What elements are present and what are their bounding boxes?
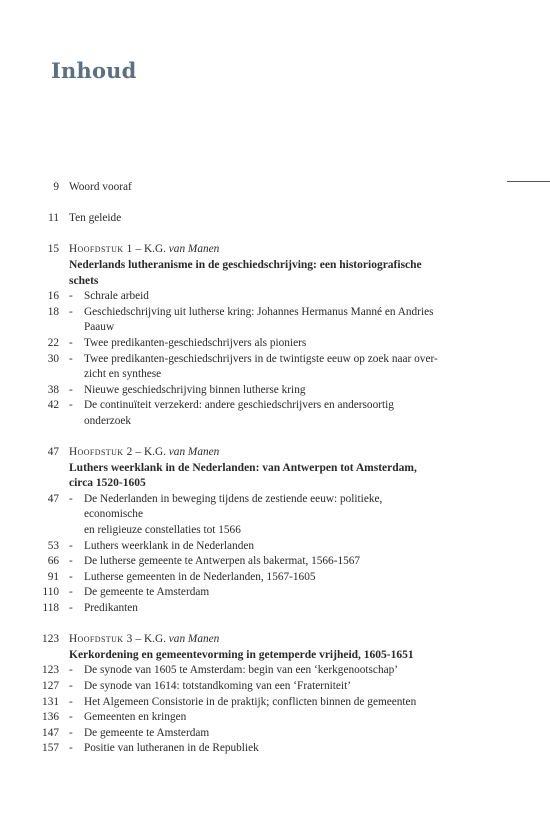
entry-title: Woord vooraf [69, 181, 132, 193]
toc-section[interactable] [0, 601, 550, 617]
chapter-3-title[interactable] [0, 648, 550, 664]
page-number: 18 [47, 305, 59, 318]
page-number: 16 [47, 290, 59, 303]
page-number: 147 [42, 726, 59, 739]
toc-section[interactable] [0, 663, 550, 679]
dash: - [69, 570, 73, 583]
toc-section[interactable] [0, 710, 550, 726]
page-number: 38 [47, 383, 59, 396]
section-title: Gemeenten en kringen [84, 711, 187, 724]
dash: - [69, 602, 73, 615]
page-number: 11 [48, 212, 59, 225]
author-initials: K.G. [144, 633, 169, 646]
page-number: 15 [47, 243, 59, 256]
toc-section[interactable] [0, 492, 550, 539]
chapter-1-title[interactable] [0, 258, 550, 289]
chapter-title-line: Nederlands lutheranisme in de geschiedschrijving: een historiografische [69, 258, 422, 271]
author-initials: K.G. [144, 243, 169, 256]
section-title: Schrale arbeid [84, 290, 149, 303]
chapter-1-heading[interactable] [0, 242, 550, 258]
toc-section[interactable] [0, 383, 550, 399]
author-name: van Manen [168, 633, 220, 646]
section-title: Twee predikanten-geschiedschrijvers als pioniers [84, 336, 307, 349]
toc-section[interactable] [0, 289, 550, 305]
section-title: Positie van lutheranen in de Republiek [84, 742, 259, 755]
dash: - [69, 399, 73, 412]
separator: – [132, 243, 144, 256]
page-number: 53 [47, 539, 59, 552]
toc-section[interactable] [0, 570, 550, 586]
dash: - [69, 290, 73, 303]
dash: - [69, 555, 73, 568]
separator: – [132, 633, 144, 646]
section-title-cont: Paauw [84, 321, 115, 334]
page-number: 127 [42, 680, 59, 692]
dash: - [69, 352, 73, 365]
chapter-title-line: schets [69, 274, 99, 287]
section-title: De synode van 1605 te Amsterdam: begin van een ‘kerkgenootschap’ [84, 664, 399, 677]
section-title: Lutherse gemeenten in de Nederlanden, 1567-1605 [84, 570, 316, 583]
chapter-label: Hoofdstuk 1 [69, 243, 133, 256]
section-title: Nieuwe geschiedschrijving binnen lutherse kring [84, 383, 306, 396]
dash: - [69, 305, 73, 318]
dash: - [69, 383, 73, 396]
toc-entry-front[interactable] [0, 211, 550, 227]
chapter-2-heading[interactable] [0, 445, 550, 461]
page-number: 42 [47, 399, 59, 412]
dash: - [69, 664, 73, 677]
section-title-cont: en religieuze constellaties tot 1566 [84, 524, 241, 537]
section-title: Geschiedschrijving uit lutherse kring: Johannes Hermanus Manné en Andries [84, 305, 434, 318]
dash: - [69, 695, 73, 708]
section-title: De Nederlanden in beweging tijdens de zestiende eeuw: politieke, economische [84, 492, 383, 521]
page-number: 30 [47, 352, 59, 365]
author-name: van Manen [168, 446, 220, 459]
toc-section[interactable] [0, 741, 550, 757]
toc-section[interactable] [0, 352, 550, 383]
page-number: 47 [47, 492, 59, 505]
section-title: Het Algemeen Consistorie in de praktijk; conflicten binnen de gemeenten [84, 695, 417, 708]
page-number: 131 [42, 695, 59, 708]
toc-section[interactable] [0, 726, 550, 742]
section-title: De synode van 1614: totstandkoming van een ‘Fraterniteit’ [84, 680, 351, 692]
author-name: van Manen [168, 243, 220, 256]
toc-section[interactable] [0, 336, 550, 352]
dash: - [69, 336, 73, 349]
section-title: Luthers weerklank in de Nederlanden [84, 539, 255, 552]
dash: - [69, 742, 73, 755]
page-number: 47 [47, 446, 59, 459]
chapter-label: Hoofdstuk 3 [69, 633, 133, 646]
toc-entry-front[interactable] [0, 180, 550, 196]
toc-section[interactable] [0, 305, 550, 336]
page-number: 157 [42, 742, 59, 755]
dash: - [69, 492, 73, 505]
section-title: Twee predikanten-geschiedschrijvers in de twintigste eeuw op zoek naar over- [84, 352, 438, 365]
chapter-3-heading[interactable] [0, 632, 550, 648]
dash: - [69, 539, 73, 552]
section-title: De gemeente te Amsterdam [84, 726, 210, 739]
page-number: 9 [53, 181, 59, 193]
toc-section[interactable] [0, 554, 550, 570]
section-title-cont: zicht en synthese [84, 368, 162, 381]
dash: - [69, 711, 73, 724]
section-title: De gemeente te Amsterdam [84, 586, 210, 599]
page-number: 123 [42, 633, 59, 646]
section-title: De lutherse gemeente te Antwerpen als bakermat, 1566-1567 [84, 555, 361, 568]
dash: - [69, 726, 73, 739]
chapter-2-title[interactable] [0, 461, 550, 492]
page-number: 91 [47, 570, 59, 583]
page-number: 118 [42, 602, 59, 615]
chapter-title-line: Luthers weerklank in de Nederlanden: van Antwerpen tot Amsterdam, [69, 461, 417, 474]
separator: – [132, 446, 144, 459]
page-number: 110 [42, 586, 59, 599]
dash: - [69, 680, 73, 692]
toc-section[interactable] [0, 695, 550, 711]
dash: - [69, 586, 73, 599]
chapter-label: Hoofdstuk 2 [69, 446, 133, 459]
toc-section[interactable] [0, 679, 550, 695]
toc-section[interactable] [0, 398, 550, 429]
page-title: Inhoud [51, 58, 137, 83]
page-number: 66 [47, 555, 59, 568]
toc-section[interactable] [0, 585, 550, 601]
chapter-title-line: circa 1520-1605 [69, 477, 146, 490]
entry-title: Ten geleide [69, 212, 122, 225]
chapter-title-line: Kerkordening en gemeentevorming in getemperde vrijheid, 1605-1651 [69, 648, 414, 661]
page-number: 123 [42, 664, 59, 677]
toc-section[interactable] [0, 539, 550, 555]
section-title: Predikanten [84, 602, 138, 615]
page-number: 136 [42, 711, 59, 724]
section-title: De continuïteit verzekerd: andere geschiedschrijvers en andersoortig onderzoek [84, 399, 394, 427]
author-initials: K.G. [144, 446, 169, 459]
table-of-contents [0, 180, 550, 757]
page-number: 22 [47, 336, 59, 349]
